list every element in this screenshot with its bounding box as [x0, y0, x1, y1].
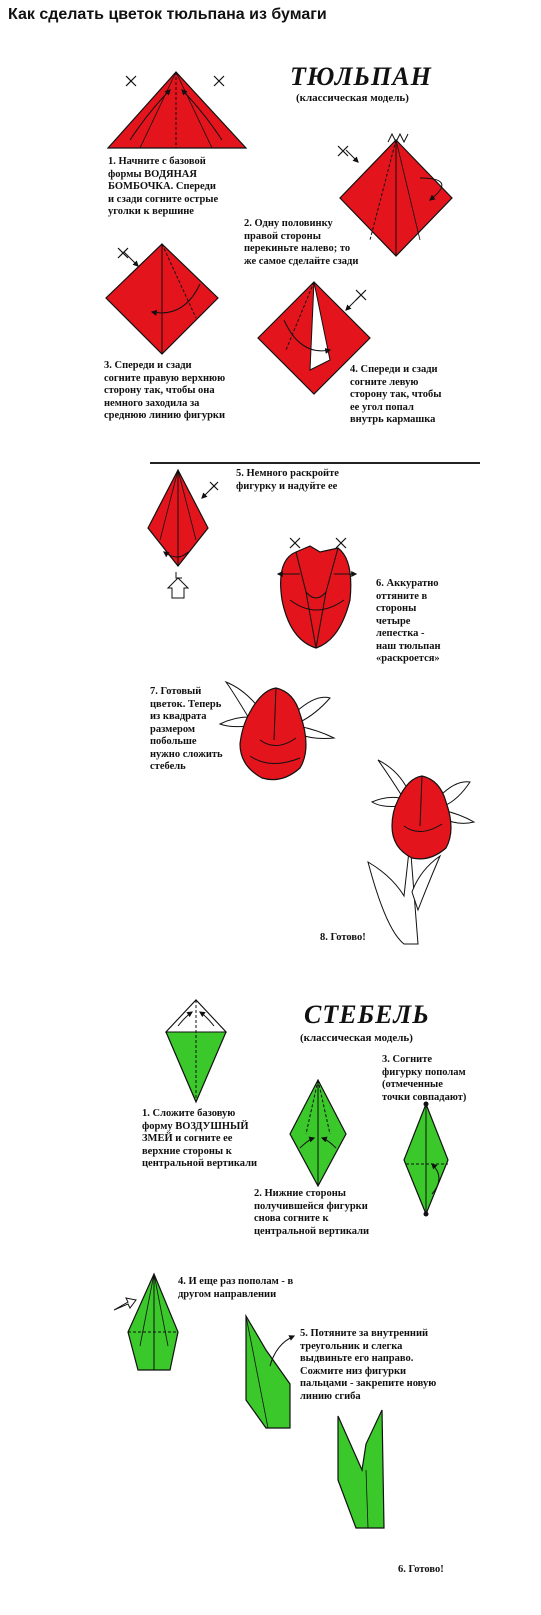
stem-step2-figure [290, 1080, 346, 1186]
tulip-step5-figure [148, 470, 218, 598]
stem-step-2-caption: 2. Нижние стороны получившейся фигурки снова согните к центральной вертикали [254, 1188, 370, 1237]
tulip-step-7-caption: 7. Готовый цветок. Теперь из квадрата размером побольше нужно сложить стебель [150, 686, 223, 772]
page-title: Как сделать цветок тюльпана из бумаги [8, 6, 327, 23]
tulip-subtitle: (классическая модель) [296, 92, 409, 104]
tulip-step-8-caption: 8. Готово! [320, 932, 366, 943]
tulip-step8-figure [368, 760, 474, 944]
stem-step4-figure [114, 1274, 178, 1370]
stem-title: СТЕБЕЛЬ [304, 1000, 430, 1029]
tulip-step-3-caption: 3. Спереди и сзади согните правую верхнюю сторону так, чтобы она немного заходила за среднюю линию фигурки [104, 360, 226, 421]
stem-step-3-caption: 3. Согните фигурку пополам (отмеченные точки совпадают) [382, 1054, 467, 1103]
stem-step-4-caption: 4. И еще раз пополам - в другом направлении [178, 1276, 294, 1300]
tulip-step-2-caption: 2. Одну половинку правой стороны перекиньте налево; то же самое сделайте сзади [244, 218, 359, 267]
tulip-step7-figure [220, 682, 334, 780]
stem-subtitle: (классическая модель) [300, 1032, 413, 1044]
stem-step3-figure [404, 1102, 448, 1217]
stem-step5-figure [246, 1316, 294, 1428]
stem-step-6-caption: 6. Готово! [398, 1564, 444, 1575]
stem-step6-figure [338, 1410, 384, 1528]
tulip-step-6-caption: 6. Аккуратно оттяните в стороны четыре лепестка - наш тюльпан «раскроется» [376, 578, 441, 664]
stem-step-5-caption: 5. Потяните за внутренний треугольник и слегка выдвиньте его направо. Сожмите низ фигурки пальцами - закрепите новую линию сгиба [300, 1328, 437, 1402]
tulip-title: ТЮЛЬПАН [290, 62, 432, 91]
tulip-step-4-caption: 4. Спереди и сзади согните левую сторону так, чтобы ее угол попал внутрь кармашка [350, 364, 442, 425]
stem-step-1-caption: 1. Сложите базовую форму ВОЗДУШНЫЙ ЗМЕЙ и согните ее верхние стороны к центральной вертикали [142, 1108, 258, 1169]
tulip-step-1-caption: 1. Начните с базовой формы ВОДЯНАЯ БОМБОЧКА. Спереди и сзади согните острые уголки к вершине [108, 156, 219, 217]
stem-step1-figure [166, 1000, 226, 1102]
tulip-step-5-caption: 5. Немного раскройте фигурку и надуйте ее [236, 468, 339, 492]
tulip-step3-figure [106, 244, 218, 354]
tulip-step1-figure [108, 72, 246, 148]
tulip-step6-figure [278, 538, 356, 648]
